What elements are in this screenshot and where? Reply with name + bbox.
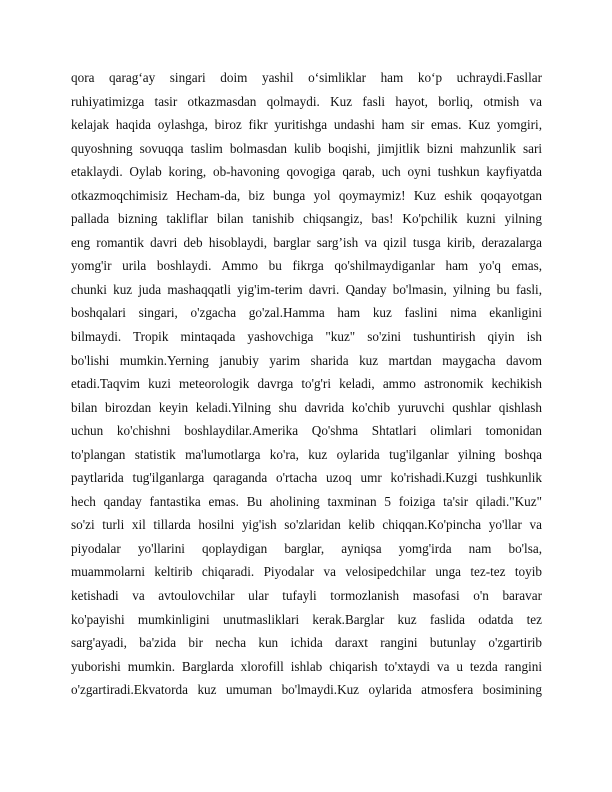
text-line: sarg'ayadi, ba'zida bir necha kun ichida daraxt rangini butunlay o'zgartirib bbox=[71, 635, 542, 651]
text-line: piyodalar yo'llarini qoplaydigan barglar, ayniqsa yomg'irda nam bo'lsa, bbox=[71, 540, 542, 556]
text-line: ruhiyatimizga tasir otkazmasdan qolmaydi. Kuz fasli hayot, borliq, otmish va bbox=[71, 93, 542, 109]
text-line: muammolarni keltirib chiqaradi. Piyodalar va velosipedchilar unga tez-tez toyib bbox=[71, 564, 542, 580]
text-line: etaklaydi. Oylab koring, ob-havoning qovogiga qarab, uch oyni tushkun kayfiyatda bbox=[71, 164, 542, 180]
text-line: chunki kuz juda mashaqqatli yig'im-terim davri. Qanday bo'lmasin, yilning bu fasli, bbox=[71, 281, 542, 297]
text-line: bilan birozdan keyin keladi.Yilning shu davrida ko'chib yuruvchi qushlar qishlash bbox=[71, 399, 542, 415]
text-line: pallada bizning takliflar bilan tanishib chiqsangiz, bas! Ko'pchilik kuzni yilning bbox=[71, 211, 542, 227]
text-line: eng romantik davri deb hisoblaydi, barglar sarg’ish va qizil tusga kirib, derazalarga bbox=[71, 234, 542, 250]
text-line: bilmaydi. Tropik mintaqada yashovchiga "kuz" so'zini tushuntirish qiyin ish bbox=[71, 329, 542, 345]
text-line: o'zgartiradi.Ekvatorda kuz umuman bo'lmaydi.Kuz oylarida atmosfera bosimining bbox=[71, 682, 542, 698]
text-line: uchun ko'chishni boshlaydilar.Amerika Qo'shma Shtatlari olimlari tomonidan bbox=[71, 423, 542, 439]
text-line: hech qanday fantastika emas. Bu aholining taxminan 5 foiziga ta'sir qiladi."Kuz" bbox=[71, 493, 542, 509]
text-line: yomg'ir urila boshlaydi. Ammo bu fikrga qo'shilmaydiganlar ham yo'q emas, bbox=[71, 258, 542, 274]
text-line: paytlarida tug'ilganlarga qaraganda o'rtacha uzoq umr ko'rishadi.Kuzgi tushkunlik bbox=[71, 470, 542, 486]
text-line: qora qarag‘ay singari doim yashil o‘simliklar ham ko‘p uchraydi.Fasllar bbox=[71, 70, 542, 85]
text-line: ketishadi va avtoulovchilar ular tufayli tormozlanish masofasi o'n baravar bbox=[71, 588, 542, 604]
text-line: kelajak haqida oylashga, biroz fikr yuritishga undashi ham sir emas. Kuz yomgiri, bbox=[71, 117, 542, 133]
text-line: ko'payishi mumkinligini unutmasliklari kerak.Barglar kuz faslida odatda tez bbox=[71, 611, 542, 627]
text-line: to'plangan statistik ma'lumotlarga ko'ra, kuz oylarida tug'ilganlar yilning boshqa bbox=[71, 446, 542, 462]
text-line: bo'lishi mumkin.Yerning janubiy yarim sharida kuz martdan maygacha davom bbox=[71, 352, 542, 368]
text-line: boshqalari singari, o'zgacha go'zal.Hamma ham kuz faslini nima ekanligini bbox=[71, 305, 542, 321]
text-line: so'zi turli xil tillarda hosilni yig'ish so'zlaridan kelib chiqqan.Ko'pincha yo'llar va bbox=[71, 517, 542, 533]
text-line: etadi.Taqvim kuzi meteorologik davrga to'g'ri keladi, ammo astronomik kechikish bbox=[71, 376, 542, 392]
body-text bbox=[71, 66, 542, 702]
text-line: quyoshning sovuqqa taslim bolmasdan kulib boqishi, jimjitlik bizni mahzunlik sari bbox=[71, 140, 542, 156]
text-line: yuborishi mumkin. Barglarda xlorofill ishlab chiqarish to'xtaydi va u tezda rangini bbox=[71, 658, 542, 674]
text-line: otkazmoqchimisiz Hecham-da, biz bunga yol qoymaymiz! Kuz eshik qoqayotgan bbox=[71, 187, 542, 203]
